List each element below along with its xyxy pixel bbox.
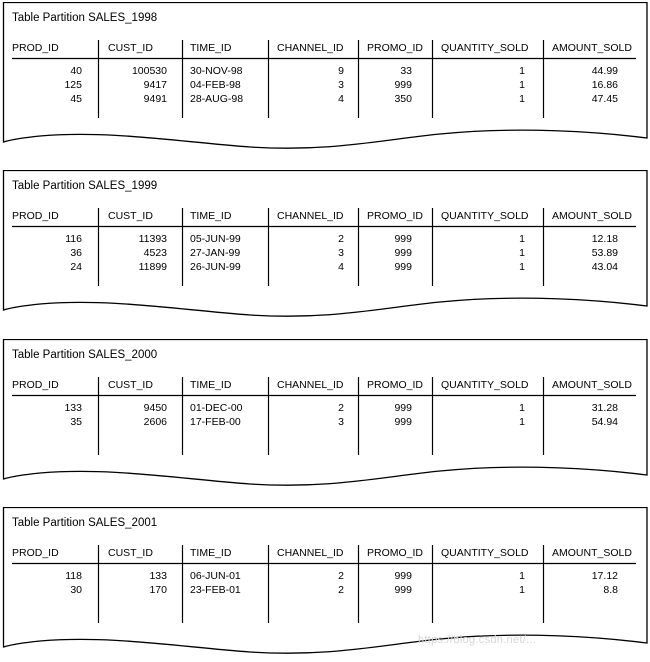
partition-2 xyxy=(0,170,650,320)
partition-1 xyxy=(0,2,650,152)
table-cell: 3 xyxy=(338,416,344,428)
table-cell: 1 xyxy=(519,416,525,428)
table-cell: 44.99 xyxy=(591,65,618,77)
partition-title: Table Partition SALES_2000 xyxy=(12,349,158,361)
partition-outline xyxy=(0,507,650,662)
partition-outline xyxy=(0,2,650,157)
table-cell: 9450 xyxy=(143,402,167,414)
column-header: AMOUNT_SOLD xyxy=(552,210,632,222)
partition-border xyxy=(4,508,648,654)
partition-3 xyxy=(0,339,650,489)
partition-border xyxy=(4,340,648,486)
column-header: TIME_ID xyxy=(190,210,232,222)
column-header: PROD_ID xyxy=(12,547,59,559)
table-cell: 40 xyxy=(70,65,82,77)
column-header: QUANTITY_SOLD xyxy=(441,547,529,559)
table-cell: 2 xyxy=(338,233,344,245)
table-cell: 27-JAN-99 xyxy=(190,247,241,259)
table-cell: 118 xyxy=(65,570,82,582)
partition-outline xyxy=(0,170,650,325)
column-header: PROD_ID xyxy=(12,379,59,391)
column-header: CHANNEL_ID xyxy=(277,210,344,222)
column-header: CHANNEL_ID xyxy=(277,547,344,559)
table-cell: 133 xyxy=(64,402,82,414)
partition-outline xyxy=(0,339,650,494)
table-cell: 47.45 xyxy=(591,93,618,105)
table-cell: 17-FEB-00 xyxy=(190,416,241,428)
table-cell: 1 xyxy=(519,65,525,77)
table-cell: 999 xyxy=(394,570,412,582)
column-header: QUANTITY_SOLD xyxy=(441,379,529,391)
table-cell: 100530 xyxy=(131,65,167,77)
table-cell: 35 xyxy=(70,416,82,428)
column-header: QUANTITY_SOLD xyxy=(441,42,529,54)
watermark: https://blog.csdn.net/... xyxy=(418,634,537,646)
table-cell: 999 xyxy=(394,79,412,91)
table-cell: 133 xyxy=(149,570,167,582)
table-cell: 4 xyxy=(338,93,344,105)
table-cell: 05-JUN-99 xyxy=(190,233,241,245)
column-header: AMOUNT_SOLD xyxy=(552,42,632,54)
partition-border xyxy=(4,3,648,149)
table-cell: 1 xyxy=(519,233,525,245)
table-cell: 999 xyxy=(394,261,412,273)
table-cell: 54.94 xyxy=(591,416,618,428)
table-cell: 350 xyxy=(394,93,412,105)
partition-title: Table Partition SALES_1999 xyxy=(12,180,158,192)
partition-title: Table Partition SALES_2001 xyxy=(12,517,158,529)
table-cell: 9417 xyxy=(143,79,167,91)
column-header: PROMO_ID xyxy=(367,379,424,391)
table-cell: 11899 xyxy=(138,261,167,273)
table-cell: 2 xyxy=(338,584,344,596)
table-cell: 9 xyxy=(338,65,344,77)
column-header: PROD_ID xyxy=(12,210,59,222)
table-cell: 3 xyxy=(338,79,344,91)
column-header: CUST_ID xyxy=(108,210,153,222)
table-cell: 999 xyxy=(394,247,412,259)
table-cell: 30-NOV-98 xyxy=(190,65,243,77)
table-cell: 53.89 xyxy=(591,247,618,259)
column-header: TIME_ID xyxy=(190,379,232,391)
table-cell: 11393 xyxy=(138,233,167,245)
table-cell: 31.28 xyxy=(591,402,618,414)
table-cell: 06-JUN-01 xyxy=(190,570,241,582)
column-header: CUST_ID xyxy=(108,379,153,391)
table-cell: 2606 xyxy=(143,416,167,428)
table-cell: 04-FEB-98 xyxy=(190,79,241,91)
table-cell: 28-AUG-98 xyxy=(190,93,244,105)
table-cell: 43.04 xyxy=(591,261,618,273)
table-cell: 999 xyxy=(394,233,412,245)
table-cell: 2 xyxy=(338,402,344,414)
table-cell: 1 xyxy=(519,79,525,91)
table-cell: 33 xyxy=(400,65,412,77)
partition-title: Table Partition SALES_1998 xyxy=(12,12,158,24)
table-cell: 1 xyxy=(519,584,525,596)
column-header: PROD_ID xyxy=(12,42,59,54)
column-header: CUST_ID xyxy=(108,42,153,54)
table-cell: 1 xyxy=(519,93,525,105)
table-cell: 999 xyxy=(394,584,412,596)
table-cell: 4 xyxy=(338,261,344,273)
partition-4 xyxy=(0,507,650,657)
table-cell: 8.8 xyxy=(603,584,618,596)
table-cell: 116 xyxy=(65,233,82,245)
column-header: TIME_ID xyxy=(190,547,232,559)
column-header: CHANNEL_ID xyxy=(277,42,344,54)
table-cell: 1 xyxy=(519,570,525,582)
table-cell: 3 xyxy=(338,247,344,259)
table-cell: 1 xyxy=(519,261,525,273)
table-cell: 125 xyxy=(64,79,82,91)
table-cell: 1 xyxy=(519,402,525,414)
column-header: AMOUNT_SOLD xyxy=(552,547,632,559)
column-header: QUANTITY_SOLD xyxy=(441,210,529,222)
table-cell: 4523 xyxy=(143,247,167,259)
column-header: TIME_ID xyxy=(190,42,232,54)
partition-border xyxy=(4,171,648,317)
table-cell: 30 xyxy=(70,584,82,596)
table-cell: 01-DEC-00 xyxy=(190,402,243,414)
table-cell: 170 xyxy=(149,584,167,596)
table-cell: 36 xyxy=(70,247,82,259)
table-cell: 23-FEB-01 xyxy=(190,584,241,596)
column-header: PROMO_ID xyxy=(367,42,424,54)
column-header: AMOUNT_SOLD xyxy=(552,379,632,391)
column-header: CUST_ID xyxy=(108,547,153,559)
table-cell: 45 xyxy=(70,93,82,105)
table-cell: 999 xyxy=(394,402,412,414)
table-cell: 9491 xyxy=(143,93,167,105)
table-cell: 26-JUN-99 xyxy=(190,261,241,273)
table-cell: 24 xyxy=(70,261,82,273)
column-header: CHANNEL_ID xyxy=(277,379,344,391)
table-cell: 1 xyxy=(519,247,525,259)
table-cell: 16.86 xyxy=(591,79,618,91)
table-cell: 12.18 xyxy=(591,233,618,245)
table-cell: 999 xyxy=(394,416,412,428)
column-header: PROMO_ID xyxy=(367,547,424,559)
table-cell: 17.12 xyxy=(591,570,618,582)
column-header: PROMO_ID xyxy=(367,210,424,222)
table-cell: 2 xyxy=(338,570,344,582)
